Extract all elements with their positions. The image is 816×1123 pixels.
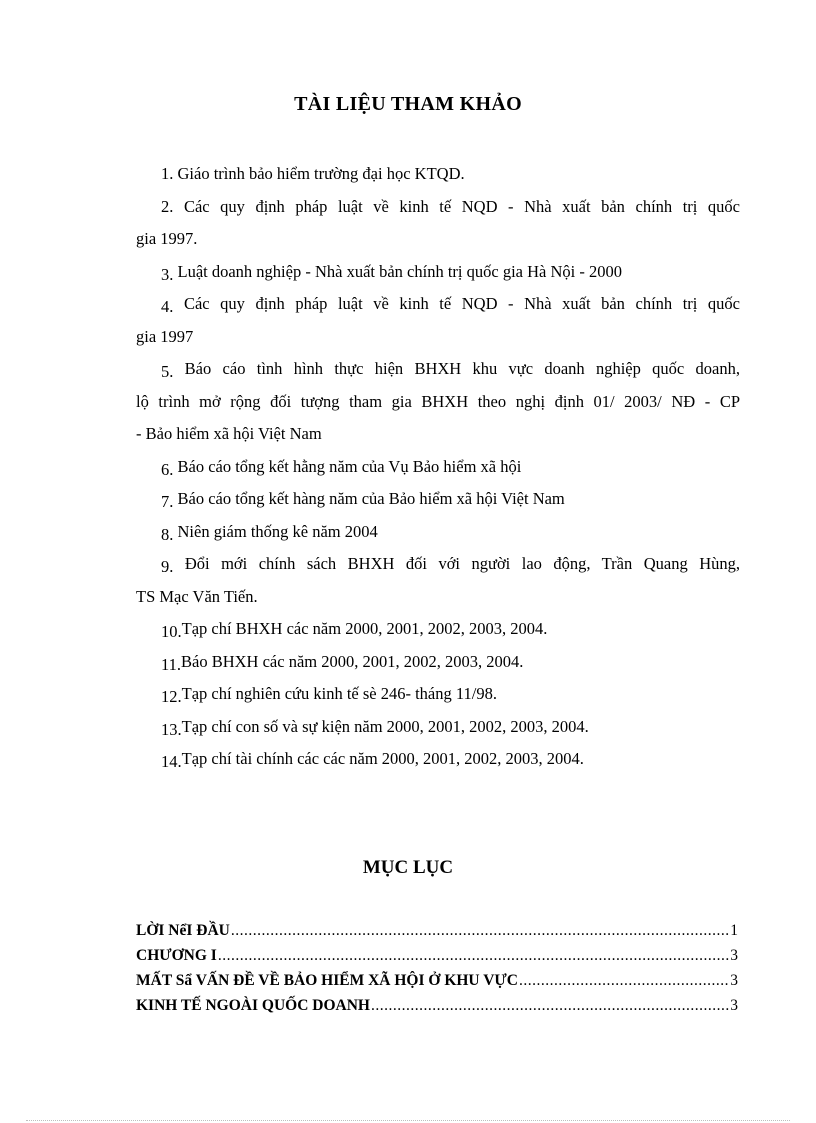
reference-number: 11. xyxy=(161,654,182,674)
reference-number: 5. xyxy=(161,362,174,381)
reference-number: 9. xyxy=(161,557,174,576)
reference-item-7 xyxy=(136,483,740,516)
toc-entry-label: CHƯƠNG I xyxy=(136,947,217,964)
reference-number: 10. xyxy=(161,622,182,641)
reference-text: Báo cáo tổng kết hằng năm của Vụ Bảo hiểm xã hội xyxy=(177,456,522,476)
reference-item-12 xyxy=(136,678,740,711)
toc-entry[interactable] xyxy=(136,918,738,943)
reference-continuation: gia 1997 xyxy=(136,326,194,346)
toc-entry-page: 3 xyxy=(730,947,738,964)
reference-text: Báo cáo tổng kết hàng năm của Bảo hiểm xã hội Việt Nam xyxy=(177,489,565,508)
reference-text: Báo BHXH các năm 2000, 2001, 2002, 2003, 2004. xyxy=(181,651,524,671)
reference-item-9 xyxy=(136,548,740,581)
reference-number: 8. xyxy=(161,524,174,544)
toc-entry-page: 1 xyxy=(730,922,738,939)
reference-text: Báo cáo tình hình thực hiện BHXH khu vực doanh nghiệp quốc doanh, xyxy=(184,359,740,378)
reference-number: 4. xyxy=(161,297,174,316)
reference-item-5 xyxy=(136,353,740,386)
reference-item-3 xyxy=(136,256,740,289)
reference-text: Đổi mới chính sách BHXH đối với người lao động, Trần Quang Hùng, xyxy=(184,554,740,573)
reference-text: Tạp chí nghiên cứu kinh tế sè 246- tháng 11/98. xyxy=(181,684,497,703)
toc-entry-label: MẤT Sẩ VẤN ĐỀ VỀ BẢO HIỂM XÃ HỘI Ở KHU VỰC xyxy=(136,972,518,989)
reference-item-13 xyxy=(136,711,740,744)
reference-item-14 xyxy=(136,743,740,776)
reference-text: Các quy định pháp luật về kinh tế NQD - Nhà xuất bản chính trị quốc xyxy=(183,294,740,313)
reference-text: Tạp chí con số và sự kiện năm 2000, 2001, 2002, 2003, 2004. xyxy=(181,716,589,736)
reference-number: 14. xyxy=(161,752,182,771)
page-bottom-divider xyxy=(26,1120,790,1121)
reference-number: 2. xyxy=(161,196,174,216)
reference-number: 3. xyxy=(161,264,174,284)
reference-item-10 xyxy=(136,613,740,646)
reference-number: 7. xyxy=(161,492,174,511)
reference-continuation: gia 1997. xyxy=(136,229,198,248)
reference-number: 12. xyxy=(161,687,182,706)
toc-title: MỤC LỤC xyxy=(362,857,454,878)
toc-entry[interactable] xyxy=(136,968,738,993)
toc-entry[interactable] xyxy=(136,993,738,1018)
reference-text: Các quy định pháp luật về kinh tế NQD - Nhà xuất bản chính trị quốc xyxy=(183,196,740,216)
reference-continuation: - Bảo hiểm xã hội Việt Nam xyxy=(136,424,322,443)
references-list xyxy=(136,158,740,776)
reference-item-2 xyxy=(136,191,740,224)
toc-entry-label: LỜI NểI ĐẦU xyxy=(136,922,230,939)
reference-text: Giáo trình bảo hiểm trường đại học KTQD. xyxy=(177,164,465,183)
reference-continuation: lộ trình mở rộng đối tượng tham gia BHXH theo nghị định 01/ 2003/ NĐ - CP xyxy=(136,391,740,411)
reference-item-6 xyxy=(136,451,740,484)
reference-item-4 xyxy=(136,288,740,321)
reference-text: Niên giám thống kê năm 2004 xyxy=(177,521,378,541)
table-of-contents xyxy=(136,918,738,1018)
toc-entry-page: 3 xyxy=(730,997,738,1014)
toc-entry-label: KINH TẾ NGOÀI QUỐC DOANH xyxy=(136,997,370,1014)
references-title: TÀI LIỆU THAM KHẢO xyxy=(294,93,522,115)
reference-continuation: TS Mạc Văn Tiến. xyxy=(136,586,258,606)
toc-leader-dots xyxy=(371,993,729,1018)
reference-number: 6. xyxy=(161,459,174,479)
toc-entry-page: 3 xyxy=(730,972,738,989)
toc-leader-dots xyxy=(231,918,729,943)
reference-number: 13. xyxy=(161,719,182,739)
reference-text: Luật doanh nghiệp - Nhà xuất bản chính trị quốc gia Hà Nội - 2000 xyxy=(177,261,622,281)
toc-leader-dots xyxy=(218,943,729,968)
reference-item-11 xyxy=(136,646,740,679)
reference-number: 1. xyxy=(161,164,174,183)
reference-item-1 xyxy=(136,158,740,191)
toc-leader-dots xyxy=(519,968,729,993)
reference-text: Tạp chí BHXH các năm 2000, 2001, 2002, 2003, 2004. xyxy=(181,619,548,638)
toc-entry[interactable] xyxy=(136,943,738,968)
reference-item-8 xyxy=(136,516,740,549)
reference-text: Tạp chí tài chính các các năm 2000, 2001, 2002, 2003, 2004. xyxy=(181,749,584,768)
